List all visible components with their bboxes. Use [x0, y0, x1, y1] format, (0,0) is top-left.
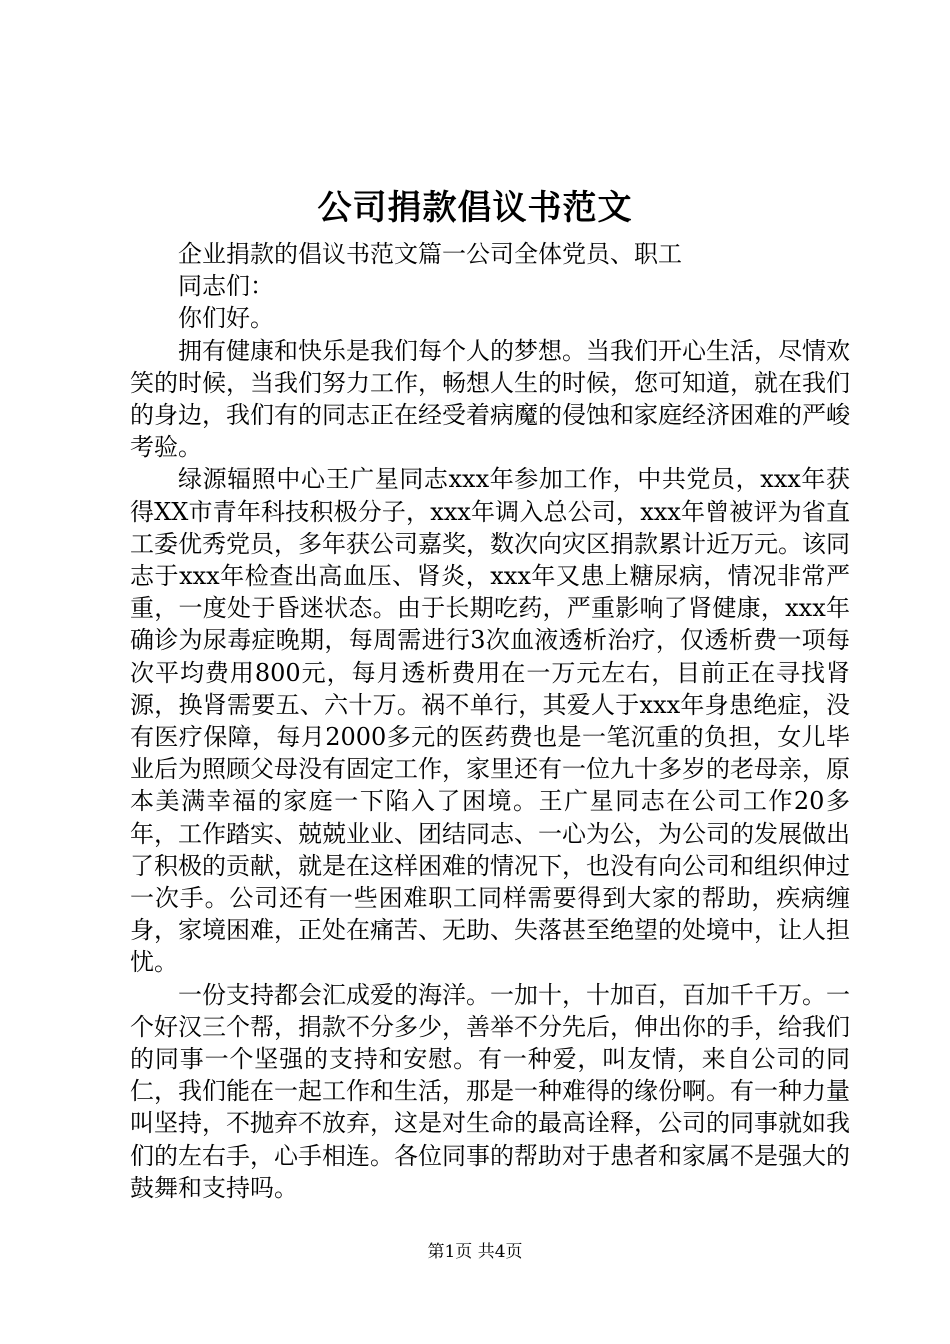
paragraph-salutation: 同志们： — [178, 272, 274, 301]
document-title: 公司捐款倡议书范文 — [317, 188, 633, 228]
paragraph-case: 绿源辐照中心王广星同志xxx年参加工作，中共党员，xxx年获得XX市青年科技积极分子，xxx年调入总公司，xxx年曾被评为省直工委优秀党员，多年获公司嘉奖，数次向灾区捐款累计近万元。该同志于xxx年检查出高血压、肾炎，xxx年又患上糖尿病，情况非常严重，一度处于昏迷状态。由于长期吃药，严重影响了肾健康，xxx年确诊为尿毒症晚期，每周需进行3次血液透析治疗，仅透析费一项每次平均费用800元，每月透析费用在一万元左右，目前正在寻找肾源，换肾需要五、六十万。祸不单行，其爱人于xxx年身患绝症，没有医疗保障，每月2000多元的医药费也是一笔沉重的负担，女儿毕业后为照顾父母没有固定工作，家里还有一位九十多岁的老母亲，原本美满幸福的家庭一下陷入了困境。王广星同志在公司工作20多年，工作踏实、兢兢业业、团结同志、一心为公，为公司的发展做出了积极的贡献，就是在这样困难的情况下，也没有向公司和组织伸过一次手。公司还有一些困难职工同样需要得到大家的帮助，疾病缠身，家境困难，正处在痛苦、无助、失落甚至绝望的处境中，让人担忧。 — [130, 465, 850, 977]
document-body — [130, 238, 850, 1204]
paragraph-dream: 拥有健康和快乐是我们每个人的梦想。当我们开心生活，尽情欢笑的时候，当我们努力工作，畅想人生的时候，您可知道，就在我们的身边，我们有的同志正在经受着病魔的侵蚀和家庭经济困难的严峻考验。 — [130, 336, 850, 462]
paragraph-appeal: 一份支持都会汇成爱的海洋。一加十，十加百，百加千千万。一个好汉三个帮，捐款不分多少，善举不分先后，伸出你的手，给我们的同事一个坚强的支持和安慰。有一种爱，叫友情，来自公司的同仁，我们能在一起工作和生活，那是一种难得的缘份啊。有一种力量叫坚持，不抛弃不放弃，这是对生命的最高诠释，公司的同事就如我们的左右手，心手相连。各位同事的帮助对于患者和家属不是强大的鼓舞和支持吗。 — [130, 980, 850, 1202]
paragraph-intro: 企业捐款的倡议书范文篇一公司全体党员、职工 — [178, 240, 682, 268]
paragraph-greeting: 你们好。 — [178, 304, 274, 333]
page-number: 第1页 共4页 — [427, 1242, 523, 1262]
